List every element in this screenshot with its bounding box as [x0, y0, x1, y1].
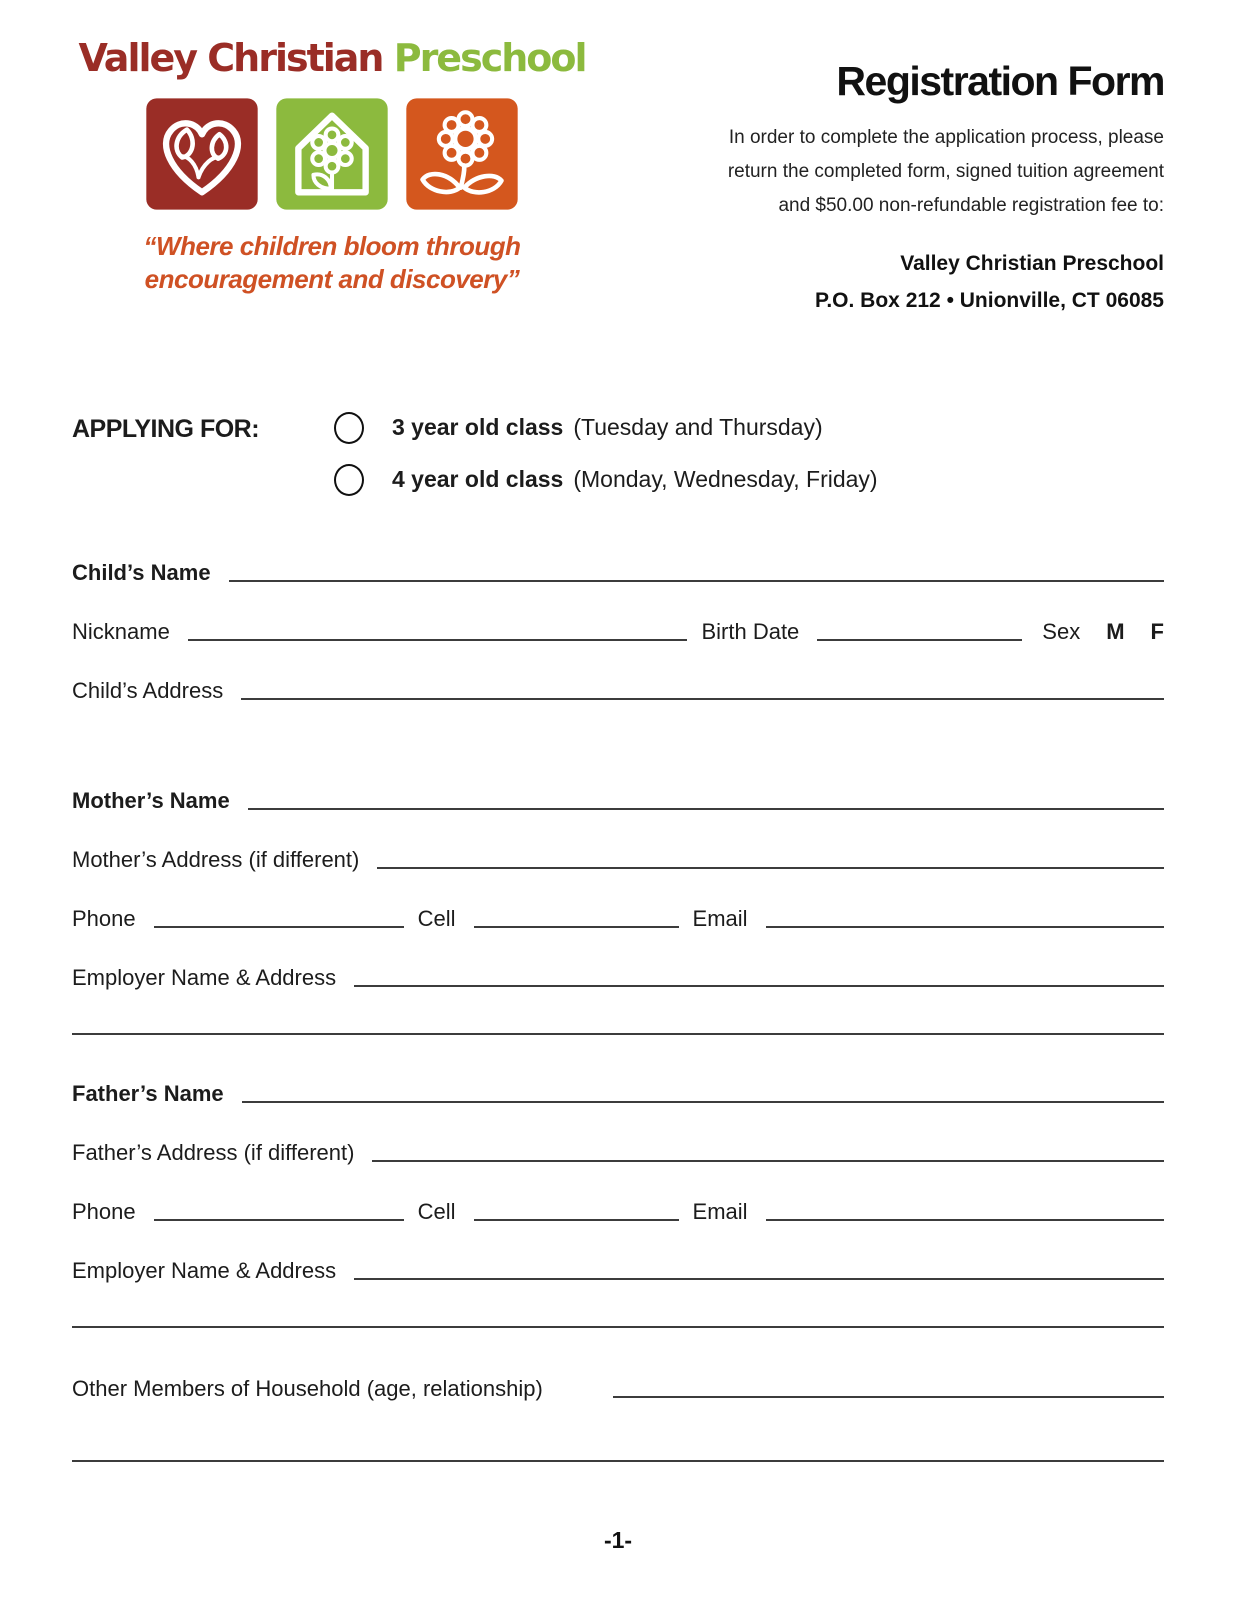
mother-address-field[interactable]	[377, 859, 1164, 869]
heart-leaves-icon	[144, 96, 260, 212]
class-options	[334, 412, 878, 496]
email-label: Email	[692, 905, 748, 931]
phone-label: Phone	[72, 1198, 136, 1224]
father-employer-continuation-field[interactable]	[72, 1326, 1164, 1328]
mailing-address	[604, 246, 1164, 320]
logo-wordmark	[72, 36, 592, 80]
org-name: Valley Christian Preschool	[900, 252, 1164, 276]
nickname-label: Nickname	[72, 618, 170, 644]
mother-address-label: Mother’s Address (if different)	[72, 846, 360, 872]
mother-name-field[interactable]	[248, 800, 1164, 810]
father-address-label: Father’s Address (if different)	[72, 1139, 355, 1165]
cell-label: Cell	[417, 905, 456, 931]
birth-date-field[interactable]	[817, 631, 1022, 641]
mother-cell-field[interactable]	[474, 918, 679, 928]
father-address-field[interactable]	[372, 1152, 1164, 1162]
father-employer-field[interactable]	[354, 1270, 1164, 1280]
household-continuation-field[interactable]	[72, 1460, 1164, 1462]
mother-employer-label: Employer Name & Address	[72, 964, 337, 990]
instructions-line-2: return the completed form, signed tuition agreement	[727, 160, 1164, 182]
household-members-field[interactable]	[613, 1388, 1164, 1398]
father-email-field[interactable]	[766, 1211, 1164, 1221]
phone-label: Phone	[72, 905, 136, 931]
applying-for-section	[72, 412, 1164, 496]
logo-text-valley-christian: Valley Christian	[78, 36, 383, 80]
org-address: P.O. Box 212 • Unionville, CT 06085	[815, 289, 1164, 313]
option-label: 4 year old class	[392, 466, 564, 493]
form-header	[604, 36, 1164, 320]
child-address-row	[72, 678, 1164, 704]
father-cell-field[interactable]	[474, 1211, 679, 1221]
sex-option-female[interactable]: F	[1150, 618, 1164, 644]
child-nickname-row	[72, 619, 1164, 645]
mother-employer-row	[72, 965, 1164, 991]
radio-3-year-old-class[interactable]	[334, 412, 364, 444]
father-name-label: Father’s Name	[72, 1080, 224, 1106]
mother-phone-row	[72, 906, 1164, 932]
sex-option-male[interactable]: M	[1106, 618, 1125, 644]
tagline-line-2: encouragement and discovery”	[144, 263, 520, 294]
father-address-row	[72, 1140, 1164, 1166]
father-phone-field[interactable]	[154, 1211, 404, 1221]
household-row	[72, 1376, 1164, 1402]
sunflower-icon	[404, 96, 520, 212]
mother-address-row	[72, 847, 1164, 873]
option-detail: (Monday, Wednesday, Friday)	[573, 466, 878, 493]
mother-employer-field[interactable]	[354, 977, 1164, 987]
option-label: 3 year old class	[392, 414, 564, 441]
logo-tagline	[72, 230, 592, 295]
mother-employer-continuation-field[interactable]	[72, 1033, 1164, 1035]
applying-for-label: APPLYING FOR:	[72, 414, 260, 443]
father-employer-label: Employer Name & Address	[72, 1257, 337, 1283]
child-name-label: Child’s Name	[72, 559, 211, 585]
house-flower-icon	[274, 96, 390, 212]
instructions-line-3: and $50.00 non-refundable registration fee to:	[778, 194, 1164, 216]
mother-phone-field[interactable]	[154, 918, 404, 928]
child-name-field[interactable]	[229, 572, 1164, 582]
mother-name-row	[72, 788, 1164, 814]
cell-label: Cell	[417, 1198, 456, 1224]
option-detail: (Tuesday and Thursday)	[573, 414, 823, 441]
radio-4-year-old-class[interactable]	[334, 464, 364, 496]
option-3-year-old-class	[334, 412, 878, 444]
option-4-year-old-class	[334, 464, 878, 496]
instructions-text	[604, 121, 1164, 222]
father-name-field[interactable]	[242, 1093, 1164, 1103]
nickname-field[interactable]	[188, 631, 688, 641]
birth-date-label: Birth Date	[701, 618, 800, 644]
father-name-row	[72, 1081, 1164, 1107]
sex-label: Sex	[1042, 618, 1081, 644]
child-name-row	[72, 560, 1164, 586]
father-phone-row	[72, 1199, 1164, 1225]
logo	[72, 36, 592, 320]
child-address-label: Child’s Address	[72, 677, 224, 703]
page-title: Registration Form	[836, 58, 1164, 104]
child-address-field[interactable]	[241, 690, 1164, 700]
mother-email-field[interactable]	[766, 918, 1164, 928]
logo-tiles	[72, 96, 592, 212]
email-label: Email	[692, 1198, 748, 1224]
page-number: -1-	[603, 1527, 633, 1553]
father-employer-row	[72, 1258, 1164, 1284]
logo-text-preschool: Preschool	[393, 36, 586, 80]
tagline-line-1: “Where children bloom through	[143, 231, 521, 261]
header	[72, 36, 1164, 320]
mother-name-label: Mother’s Name	[72, 787, 230, 813]
instructions-line-1: In order to complete the application process, please	[728, 127, 1164, 148]
household-label: Other Members of Household (age, relationship)	[72, 1375, 543, 1401]
